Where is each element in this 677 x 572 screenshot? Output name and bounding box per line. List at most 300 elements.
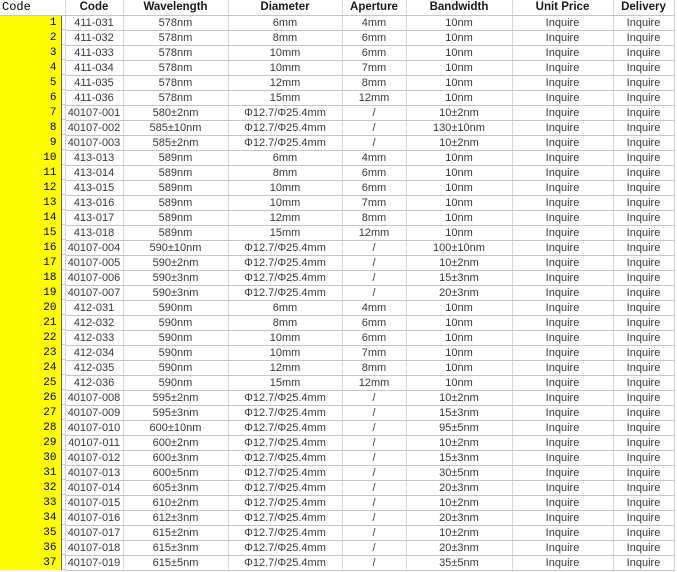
cell-bandwidth: 10nm [406,225,512,240]
row-number: 26 [0,390,62,405]
row-number: 37 [0,555,62,570]
cell-unit-price: Inquire [512,105,613,120]
table-row [0,270,674,285]
cell-aperture: / [342,420,406,435]
row-number-cell [0,45,65,60]
cell-aperture: 6mm [342,180,406,195]
cell-diameter: Φ12.7/Φ25.4mm [228,105,342,120]
cell-unit-price: Inquire [512,45,613,60]
cell-unit-price: Inquire [512,180,613,195]
cell-code: 40107-012 [65,450,123,465]
cell-bandwidth: 10±2nm [406,255,512,270]
table-row [0,390,674,405]
cell-delivery: Inquire [613,270,674,285]
cell-aperture: 12mm [342,90,406,105]
cell-aperture: / [342,405,406,420]
cell-delivery: Inquire [613,390,674,405]
row-number: 33 [0,495,62,510]
cell-bandwidth: 100±10nm [406,240,512,255]
cell-unit-price: Inquire [512,90,613,105]
cell-wavelength: 590±3nm [123,285,228,300]
cell-code: 40107-014 [65,480,123,495]
cell-bandwidth: 130±10nm [406,120,512,135]
cell-diameter: Φ12.7/Φ25.4mm [228,420,342,435]
row-number: 3 [0,45,62,60]
cell-diameter: 8mm [228,165,342,180]
cell-code: 411-033 [65,45,123,60]
cell-delivery: Inquire [613,495,674,510]
table-row [0,300,674,315]
row-number-cell [0,255,65,270]
cell-code: 40107-009 [65,405,123,420]
cell-unit-price: Inquire [512,135,613,150]
cell-delivery: Inquire [613,330,674,345]
row-number-cell [0,465,65,480]
cell-diameter: Φ12.7/Φ25.4mm [228,555,342,570]
table-row [0,510,674,525]
row-number: 27 [0,405,62,420]
cell-bandwidth: 95±5nm [406,420,512,435]
cell-aperture: / [342,270,406,285]
cell-code: 413-015 [65,180,123,195]
cell-bandwidth: 15±3nm [406,270,512,285]
col-header-diameter: Diameter [228,0,342,15]
row-number: 16 [0,240,62,255]
table-row [0,360,674,375]
cell-diameter: 12mm [228,210,342,225]
row-number: 24 [0,360,62,375]
cell-unit-price: Inquire [512,450,613,465]
cell-wavelength: 578nm [123,15,228,30]
cell-diameter: Φ12.7/Φ25.4mm [228,255,342,270]
row-number: 2 [0,30,62,45]
cell-wavelength: 580±2nm [123,105,228,120]
cell-wavelength: 590nm [123,300,228,315]
col-header-bandwidth: Bandwidth [406,0,512,15]
cell-unit-price: Inquire [512,150,613,165]
col-header-unit-price: Unit Price [512,0,613,15]
cell-bandwidth: 10nm [406,180,512,195]
cell-delivery: Inquire [613,420,674,435]
cell-code: 40107-006 [65,270,123,285]
cell-unit-price: Inquire [512,510,613,525]
row-number: 19 [0,285,62,300]
cell-diameter: 8mm [228,30,342,45]
cell-unit-price: Inquire [512,195,613,210]
row-number-cell [0,345,65,360]
row-number-cell [0,270,65,285]
row-number-cell [0,15,65,30]
row-number-cell [0,285,65,300]
cell-code: 40107-004 [65,240,123,255]
cell-delivery: Inquire [613,255,674,270]
row-number: 29 [0,435,62,450]
row-number: 34 [0,510,62,525]
cell-wavelength: 585±2nm [123,135,228,150]
row-number: 28 [0,420,62,435]
row-number: 32 [0,480,62,495]
row-number-cell [0,480,65,495]
cell-wavelength: 590nm [123,345,228,360]
cell-bandwidth: 10nm [406,375,512,390]
cell-delivery: Inquire [613,240,674,255]
cell-bandwidth: 20±3nm [406,510,512,525]
cell-code: 412-034 [65,345,123,360]
cell-delivery: Inquire [613,345,674,360]
cell-wavelength: 600±10nm [123,420,228,435]
cell-wavelength: 615±2nm [123,525,228,540]
cell-delivery: Inquire [613,555,674,570]
cell-wavelength: 590nm [123,315,228,330]
row-number: 31 [0,465,62,480]
cell-diameter: 6mm [228,150,342,165]
cell-unit-price: Inquire [512,240,613,255]
cell-aperture: 12mm [342,375,406,390]
cell-delivery: Inquire [613,510,674,525]
row-number: 8 [0,120,62,135]
cell-code: 412-031 [65,300,123,315]
cell-bandwidth: 10nm [406,210,512,225]
cell-code: 40107-016 [65,510,123,525]
cell-delivery: Inquire [613,195,674,210]
row-number-cell [0,165,65,180]
row-number-cell [0,240,65,255]
table-row [0,450,674,465]
cell-code: 40107-018 [65,540,123,555]
cell-unit-price: Inquire [512,270,613,285]
cell-aperture: 7mm [342,195,406,210]
row-number: 9 [0,135,62,150]
cell-bandwidth: 15±3nm [406,450,512,465]
cell-unit-price: Inquire [512,495,613,510]
cell-delivery: Inquire [613,450,674,465]
cell-code: 412-035 [65,360,123,375]
table-row [0,210,674,225]
cell-diameter: Φ12.7/Φ25.4mm [228,510,342,525]
row-number: 14 [0,210,62,225]
row-number-cell [0,495,65,510]
row-number-cell [0,120,65,135]
cell-unit-price: Inquire [512,165,613,180]
table-row [0,60,674,75]
cell-wavelength: 595±2nm [123,390,228,405]
cell-wavelength: 585±10nm [123,120,228,135]
table-row [0,465,674,480]
cell-aperture: / [342,435,406,450]
cell-bandwidth: 10±2nm [406,105,512,120]
cell-unit-price: Inquire [512,285,613,300]
cell-code: 40107-010 [65,420,123,435]
row-number-cell [0,510,65,525]
table-row [0,135,674,150]
cell-diameter: 6mm [228,300,342,315]
cell-unit-price: Inquire [512,255,613,270]
cell-diameter: 10mm [228,180,342,195]
table-row [0,15,674,30]
cell-bandwidth: 15±3nm [406,405,512,420]
cell-bandwidth: 10nm [406,90,512,105]
cell-delivery: Inquire [613,360,674,375]
cell-unit-price: Inquire [512,390,613,405]
cell-delivery: Inquire [613,105,674,120]
row-number-cell [0,300,65,315]
cell-wavelength: 589nm [123,210,228,225]
cell-wavelength: 590±3nm [123,270,228,285]
cell-code: 40107-002 [65,120,123,135]
row-number-cell [0,390,65,405]
table-row [0,420,674,435]
cell-unit-price: Inquire [512,15,613,30]
cell-code: 40107-003 [65,135,123,150]
row-number: 20 [0,300,62,315]
cell-bandwidth: 10±2nm [406,390,512,405]
cell-diameter: Φ12.7/Φ25.4mm [228,405,342,420]
col-header-aperture: Aperture [342,0,406,15]
table-row [0,120,674,135]
row-number: 25 [0,375,62,390]
cell-wavelength: 605±3nm [123,480,228,495]
table-row [0,30,674,45]
row-number-cell [0,330,65,345]
cell-delivery: Inquire [613,480,674,495]
cell-delivery: Inquire [613,405,674,420]
cell-delivery: Inquire [613,90,674,105]
cell-unit-price: Inquire [512,360,613,375]
row-number-cell [0,540,65,555]
cell-unit-price: Inquire [512,330,613,345]
cell-delivery: Inquire [613,435,674,450]
cell-bandwidth: 10nm [406,45,512,60]
cell-aperture: / [342,480,406,495]
cell-bandwidth: 35±5nm [406,555,512,570]
cell-wavelength: 578nm [123,90,228,105]
col-header-code: Code [65,0,123,15]
cell-aperture: / [342,465,406,480]
cell-bandwidth: 10nm [406,345,512,360]
row-number-cell [0,180,65,195]
cell-wavelength: 578nm [123,75,228,90]
row-number-cell [0,450,65,465]
row-number-cell [0,435,65,450]
cell-delivery: Inquire [613,285,674,300]
table-row [0,105,674,120]
cell-aperture: / [342,240,406,255]
table-body [0,15,674,570]
corner-label: Code [0,0,65,15]
cell-diameter: 12mm [228,75,342,90]
cell-aperture: / [342,510,406,525]
cell-delivery: Inquire [613,315,674,330]
row-number: 35 [0,525,62,540]
cell-wavelength: 578nm [123,60,228,75]
cell-bandwidth: 20±3nm [406,480,512,495]
cell-unit-price: Inquire [512,120,613,135]
row-number: 1 [0,16,62,31]
cell-unit-price: Inquire [512,420,613,435]
row-number-cell [0,420,65,435]
cell-aperture: 7mm [342,60,406,75]
cell-unit-price: Inquire [512,465,613,480]
row-number-cell [0,555,65,570]
table-row [0,240,674,255]
row-number: 7 [0,105,62,120]
row-number: 18 [0,270,62,285]
table-row [0,375,674,390]
cell-code: 412-036 [65,375,123,390]
cell-aperture: 4mm [342,150,406,165]
table-row [0,90,674,105]
row-number-cell [0,135,65,150]
row-number: 5 [0,75,62,90]
cell-wavelength: 589nm [123,150,228,165]
cell-code: 411-032 [65,30,123,45]
row-number: 36 [0,540,62,555]
row-number-cell [0,525,65,540]
cell-unit-price: Inquire [512,210,613,225]
row-number-cell [0,30,65,45]
table-row [0,195,674,210]
cell-aperture: / [342,285,406,300]
cell-unit-price: Inquire [512,540,613,555]
cell-diameter: Φ12.7/Φ25.4mm [228,240,342,255]
row-number: 15 [0,225,62,240]
cell-wavelength: 590±10nm [123,240,228,255]
cell-aperture: 6mm [342,30,406,45]
table-row [0,75,674,90]
cell-code: 413-016 [65,195,123,210]
row-number-cell [0,360,65,375]
cell-diameter: Φ12.7/Φ25.4mm [228,285,342,300]
table-row [0,255,674,270]
cell-delivery: Inquire [613,300,674,315]
cell-bandwidth: 10nm [406,165,512,180]
cell-aperture: / [342,555,406,570]
cell-code: 40107-005 [65,255,123,270]
cell-code: 40107-001 [65,105,123,120]
cell-code: 413-018 [65,225,123,240]
row-number-cell [0,90,65,105]
cell-delivery: Inquire [613,225,674,240]
cell-code: 411-036 [65,90,123,105]
cell-delivery: Inquire [613,165,674,180]
cell-code: 40107-019 [65,555,123,570]
cell-diameter: Φ12.7/Φ25.4mm [228,120,342,135]
row-number-cell [0,105,65,120]
cell-bandwidth: 10±2nm [406,135,512,150]
cell-delivery: Inquire [613,15,674,30]
cell-diameter: Φ12.7/Φ25.4mm [228,465,342,480]
row-number: 4 [0,60,62,75]
cell-aperture: 12mm [342,225,406,240]
table-row [0,495,674,510]
cell-diameter: Φ12.7/Φ25.4mm [228,135,342,150]
cell-unit-price: Inquire [512,60,613,75]
cell-wavelength: 610±2nm [123,495,228,510]
row-number: 11 [0,165,62,180]
cell-diameter: Φ12.7/Φ25.4mm [228,540,342,555]
row-number-cell [0,315,65,330]
cell-aperture: 8mm [342,210,406,225]
cell-wavelength: 578nm [123,45,228,60]
row-number-cell [0,75,65,90]
cell-bandwidth: 20±3nm [406,285,512,300]
cell-code: 411-034 [65,60,123,75]
cell-bandwidth: 10nm [406,315,512,330]
cell-diameter: 15mm [228,90,342,105]
cell-code: 40107-007 [65,285,123,300]
row-number-cell [0,225,65,240]
cell-code: 412-033 [65,330,123,345]
row-number: 22 [0,330,62,345]
cell-diameter: 8mm [228,315,342,330]
row-number-cell [0,150,65,165]
cell-wavelength: 578nm [123,30,228,45]
cell-wavelength: 590±2nm [123,255,228,270]
cell-wavelength: 612±3nm [123,510,228,525]
cell-wavelength: 595±3nm [123,405,228,420]
table-row [0,480,674,495]
cell-diameter: 10mm [228,330,342,345]
table-row [0,405,674,420]
cell-delivery: Inquire [613,375,674,390]
cell-diameter: 12mm [228,360,342,375]
cell-code: 411-035 [65,75,123,90]
cell-unit-price: Inquire [512,555,613,570]
cell-unit-price: Inquire [512,480,613,495]
cell-delivery: Inquire [613,210,674,225]
cell-delivery: Inquire [613,30,674,45]
cell-aperture: 6mm [342,45,406,60]
cell-delivery: Inquire [613,45,674,60]
cell-diameter: 10mm [228,345,342,360]
cell-delivery: Inquire [613,180,674,195]
cell-wavelength: 589nm [123,180,228,195]
cell-aperture: / [342,255,406,270]
table-row [0,435,674,450]
cell-wavelength: 589nm [123,195,228,210]
cell-wavelength: 600±5nm [123,465,228,480]
cell-aperture: 4mm [342,300,406,315]
cell-diameter: 10mm [228,60,342,75]
row-number: 6 [0,90,62,105]
row-number-cell [0,210,65,225]
row-number: 30 [0,450,62,465]
table-row [0,180,674,195]
cell-bandwidth: 10nm [406,75,512,90]
cell-diameter: 10mm [228,45,342,60]
cell-wavelength: 600±2nm [123,435,228,450]
cell-wavelength: 590nm [123,330,228,345]
cell-diameter: Φ12.7/Φ25.4mm [228,270,342,285]
cell-delivery: Inquire [613,120,674,135]
col-header-delivery: Delivery [613,0,674,15]
cell-aperture: 7mm [342,345,406,360]
table-row [0,225,674,240]
cell-code: 413-017 [65,210,123,225]
cell-wavelength: 590nm [123,375,228,390]
cell-bandwidth: 10nm [406,60,512,75]
cell-bandwidth: 20±3nm [406,540,512,555]
cell-code: 413-013 [65,150,123,165]
cell-aperture: / [342,495,406,510]
cell-code: 40107-011 [65,435,123,450]
cell-code: 411-031 [65,15,123,30]
cell-unit-price: Inquire [512,300,613,315]
cell-diameter: Φ12.7/Φ25.4mm [228,480,342,495]
table-row [0,525,674,540]
row-number-cell [0,405,65,420]
cell-bandwidth: 10nm [406,195,512,210]
